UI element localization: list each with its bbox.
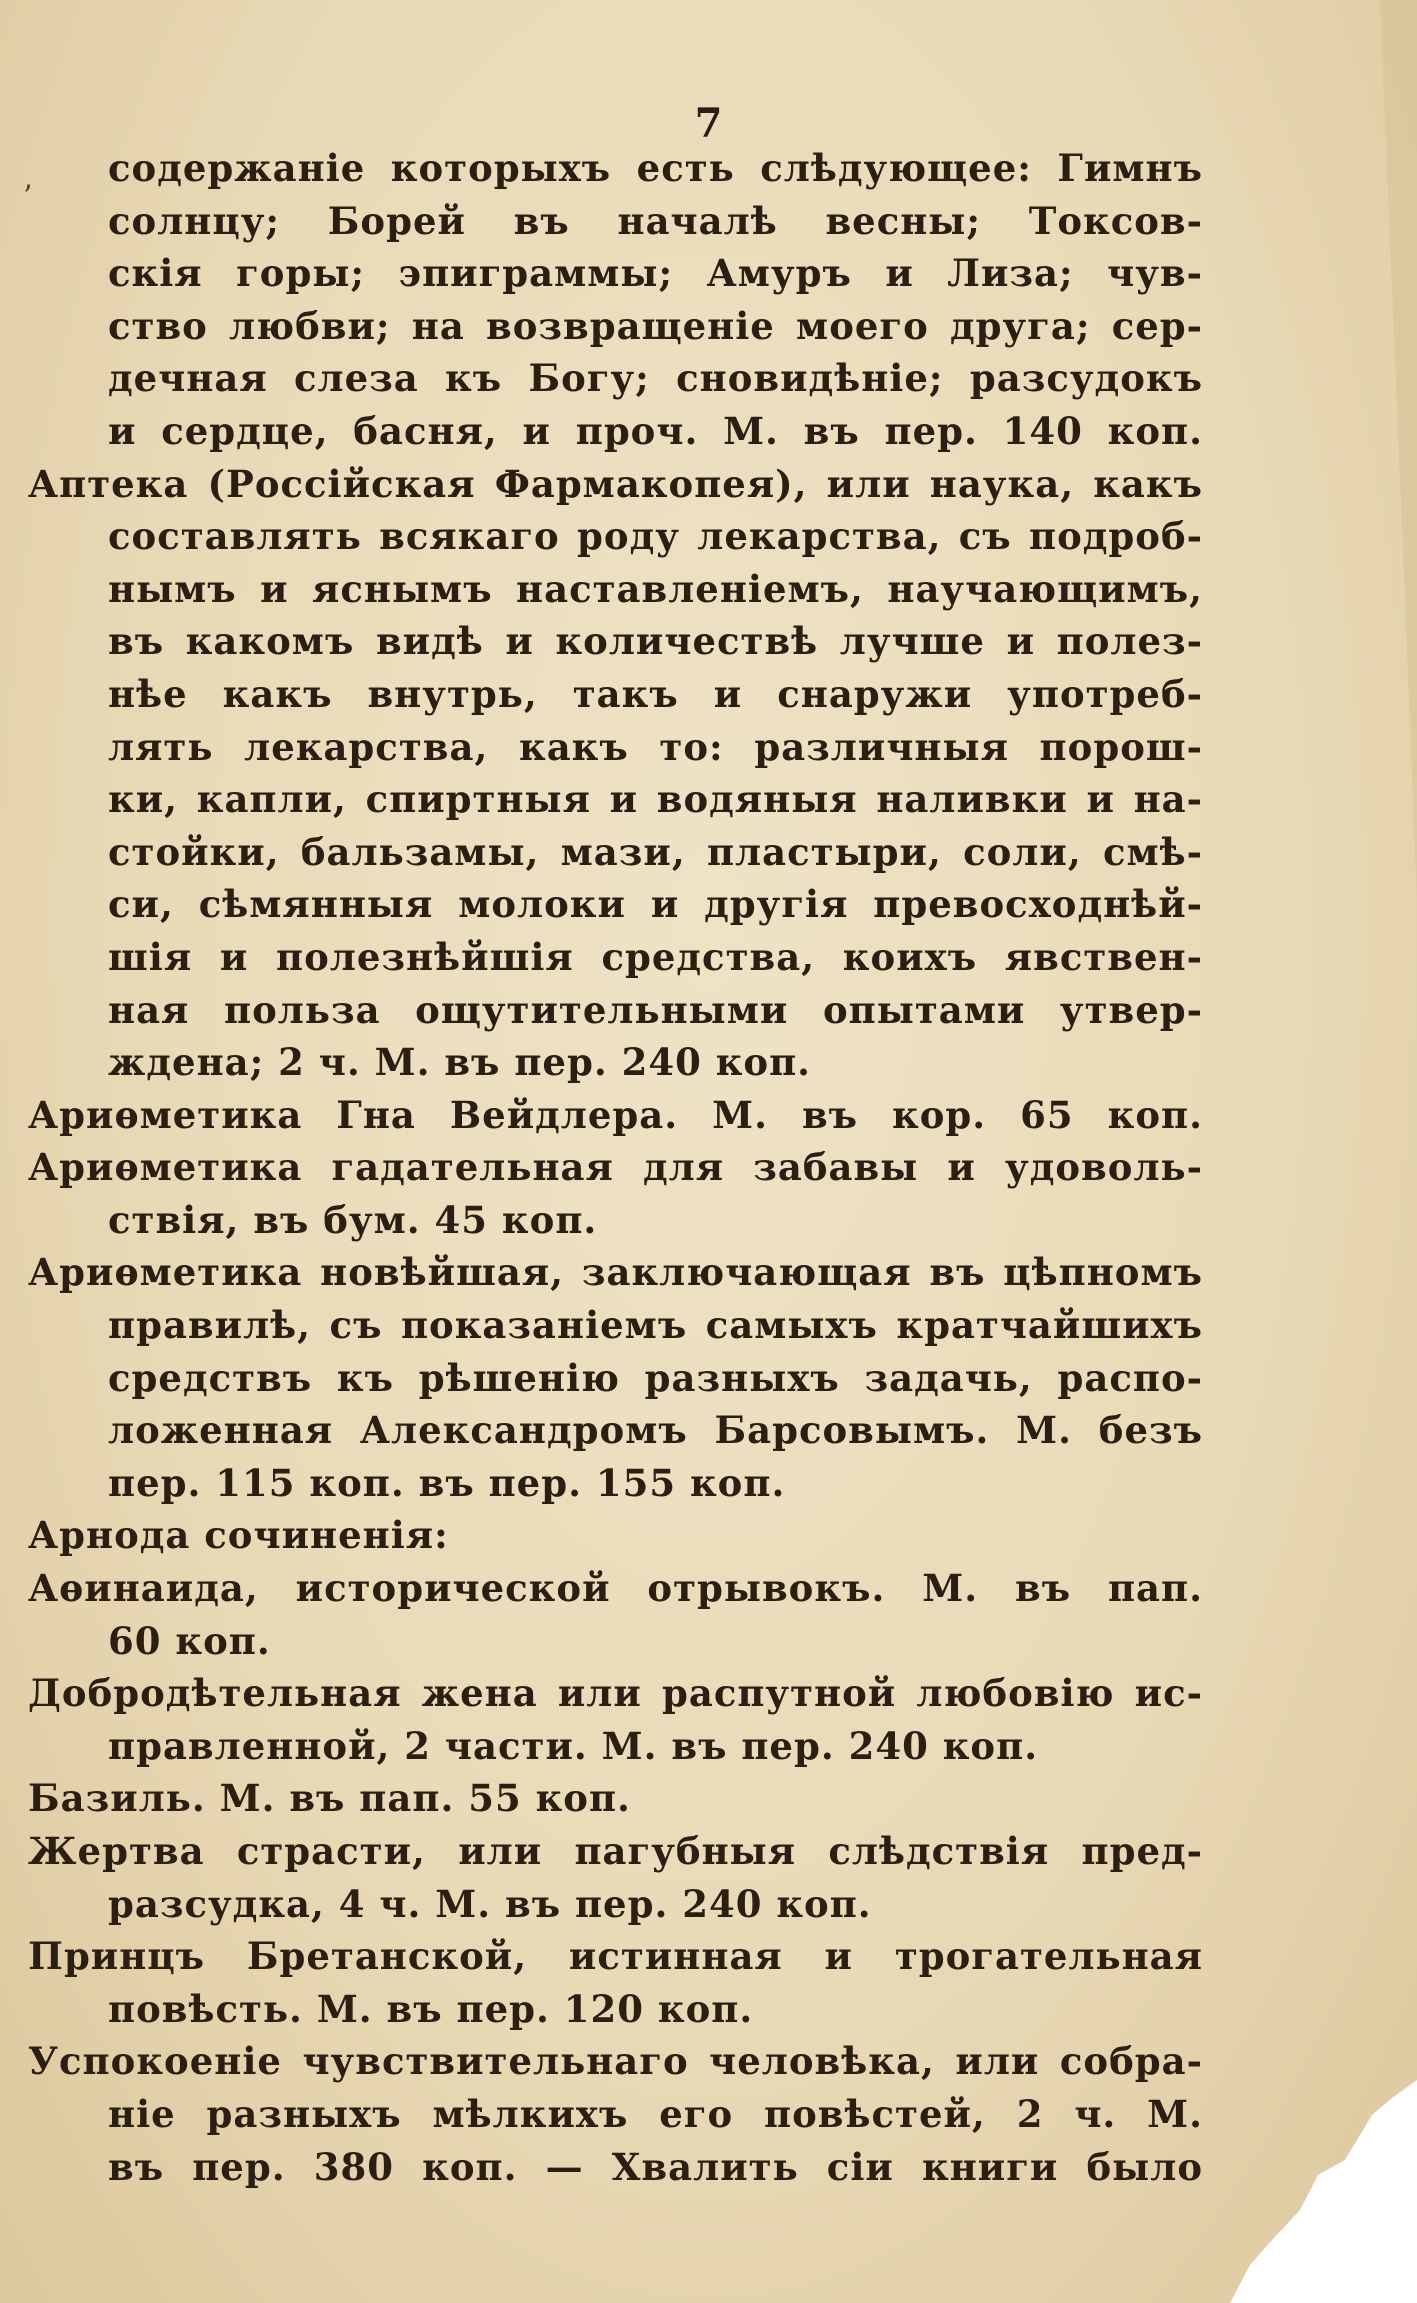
- text-line: Аѳинаида, исторической отрывокъ. М. въ пап.: [28, 1566, 1203, 1611]
- text-line: ствія, въ бум. 45 коп.: [108, 1197, 598, 1242]
- text-line: въ какомъ видѣ и количествѣ лучше и полез-: [108, 619, 1203, 664]
- text-line: ство любви; на возвращеніе моего друга; сер-: [108, 303, 1203, 348]
- text-line: дечная слеза къ Богу; сновидѣніе; разсудокъ: [108, 356, 1203, 401]
- text-line: скія горы; эпиграммы; Амуръ и Лиза; чув-: [108, 251, 1203, 296]
- text-line: разсудка, 4 ч. М. въ пер. 240 коп.: [108, 1881, 872, 1926]
- text-line: ки, капли, спиртныя и водяныя наливки и на-: [108, 777, 1203, 822]
- text-line: нымъ и яснымъ наставленіемъ, научающимъ,: [108, 566, 1203, 611]
- text-line: содержаніе которыхъ есть слѣдующее: Гимнъ: [108, 146, 1203, 190]
- catalog-text: [28, 142, 1203, 2193]
- text-line: нѣе какъ внутрь, такъ и снаружи употреб-: [108, 671, 1203, 716]
- text-line: пер. 115 коп. въ пер. 155 коп.: [108, 1460, 786, 1505]
- text-line: правленной, 2 части. М. въ пер. 240 коп.: [108, 1723, 1039, 1768]
- text-line: Ариѳметика гадательная для забавы и удоволь-: [28, 1145, 1203, 1190]
- text-line: Принцъ Бретанской, истинная и трогательная: [28, 1934, 1203, 1979]
- text-line: Успокоеніе чувствительнаго человѣка, или собра-: [28, 2039, 1203, 2084]
- text-line: составлять всякаго роду лекарства, съ подроб-: [108, 514, 1203, 559]
- text-line: въ пер. 380 коп. — Хвалить сіи книги было: [108, 2144, 1203, 2189]
- text-line: лять лекарства, какъ то: различныя порош-: [108, 724, 1203, 769]
- text-line: и сердце, басня, и проч. М. въ пер. 140 коп.: [108, 408, 1203, 453]
- text-line: Жертва страсти, или пагубныя слѣдствія пред-: [28, 1829, 1203, 1873]
- text-line: правилѣ, съ показаніемъ самыхъ кратчайшихъ: [108, 1303, 1203, 1348]
- margin-mark: ʼ: [22, 180, 32, 215]
- text-line: ждена; 2 ч. М. въ пер. 240 коп.: [108, 1040, 812, 1085]
- text-line: повѣсть. М. въ пер. 120 коп.: [108, 1986, 754, 2031]
- text-line: средствъ къ рѣшенію разныхъ задачь, распо-: [108, 1355, 1203, 1400]
- text-line: Ариѳметика Гна Вейдлера. М. въ кор. 65 коп.: [28, 1092, 1203, 1137]
- text-line: 60 коп.: [108, 1618, 271, 1663]
- text-line: ная польза ощутительными опытами утвер-: [108, 987, 1203, 1032]
- text-line: Базиль. М. въ пап. 55 коп.: [28, 1776, 631, 1821]
- text-line: ложенная Александромъ Барсовымъ. М. безъ: [108, 1408, 1203, 1453]
- text-line: стойки, бальзамы, мази, пластыри, соли, смѣ-: [108, 829, 1203, 874]
- text-line: шія и полезнѣйшія средства, коихъ явствен-: [108, 934, 1203, 979]
- text-line: Добродѣтельная жена или распутной любовію ис-: [28, 1671, 1203, 1716]
- text-line: Аптека (Россійская Фармакопея), или наука, какъ: [28, 461, 1203, 506]
- page-number: 7: [694, 100, 723, 147]
- text-line: ніе разныхъ мѣлкихъ его повѣстей, 2 ч. М.: [108, 2091, 1203, 2136]
- text-line: солнцу; Борей въ началѣ весны; Токсов-: [108, 198, 1203, 243]
- text-line: Ариѳметика новѣйшая, заключающая въ цѣпномъ: [28, 1250, 1203, 1295]
- text-line: Арнода сочиненія:: [28, 1513, 449, 1558]
- text-line: си, сѣмянныя молоки и другія превосходнѣй-: [108, 882, 1203, 927]
